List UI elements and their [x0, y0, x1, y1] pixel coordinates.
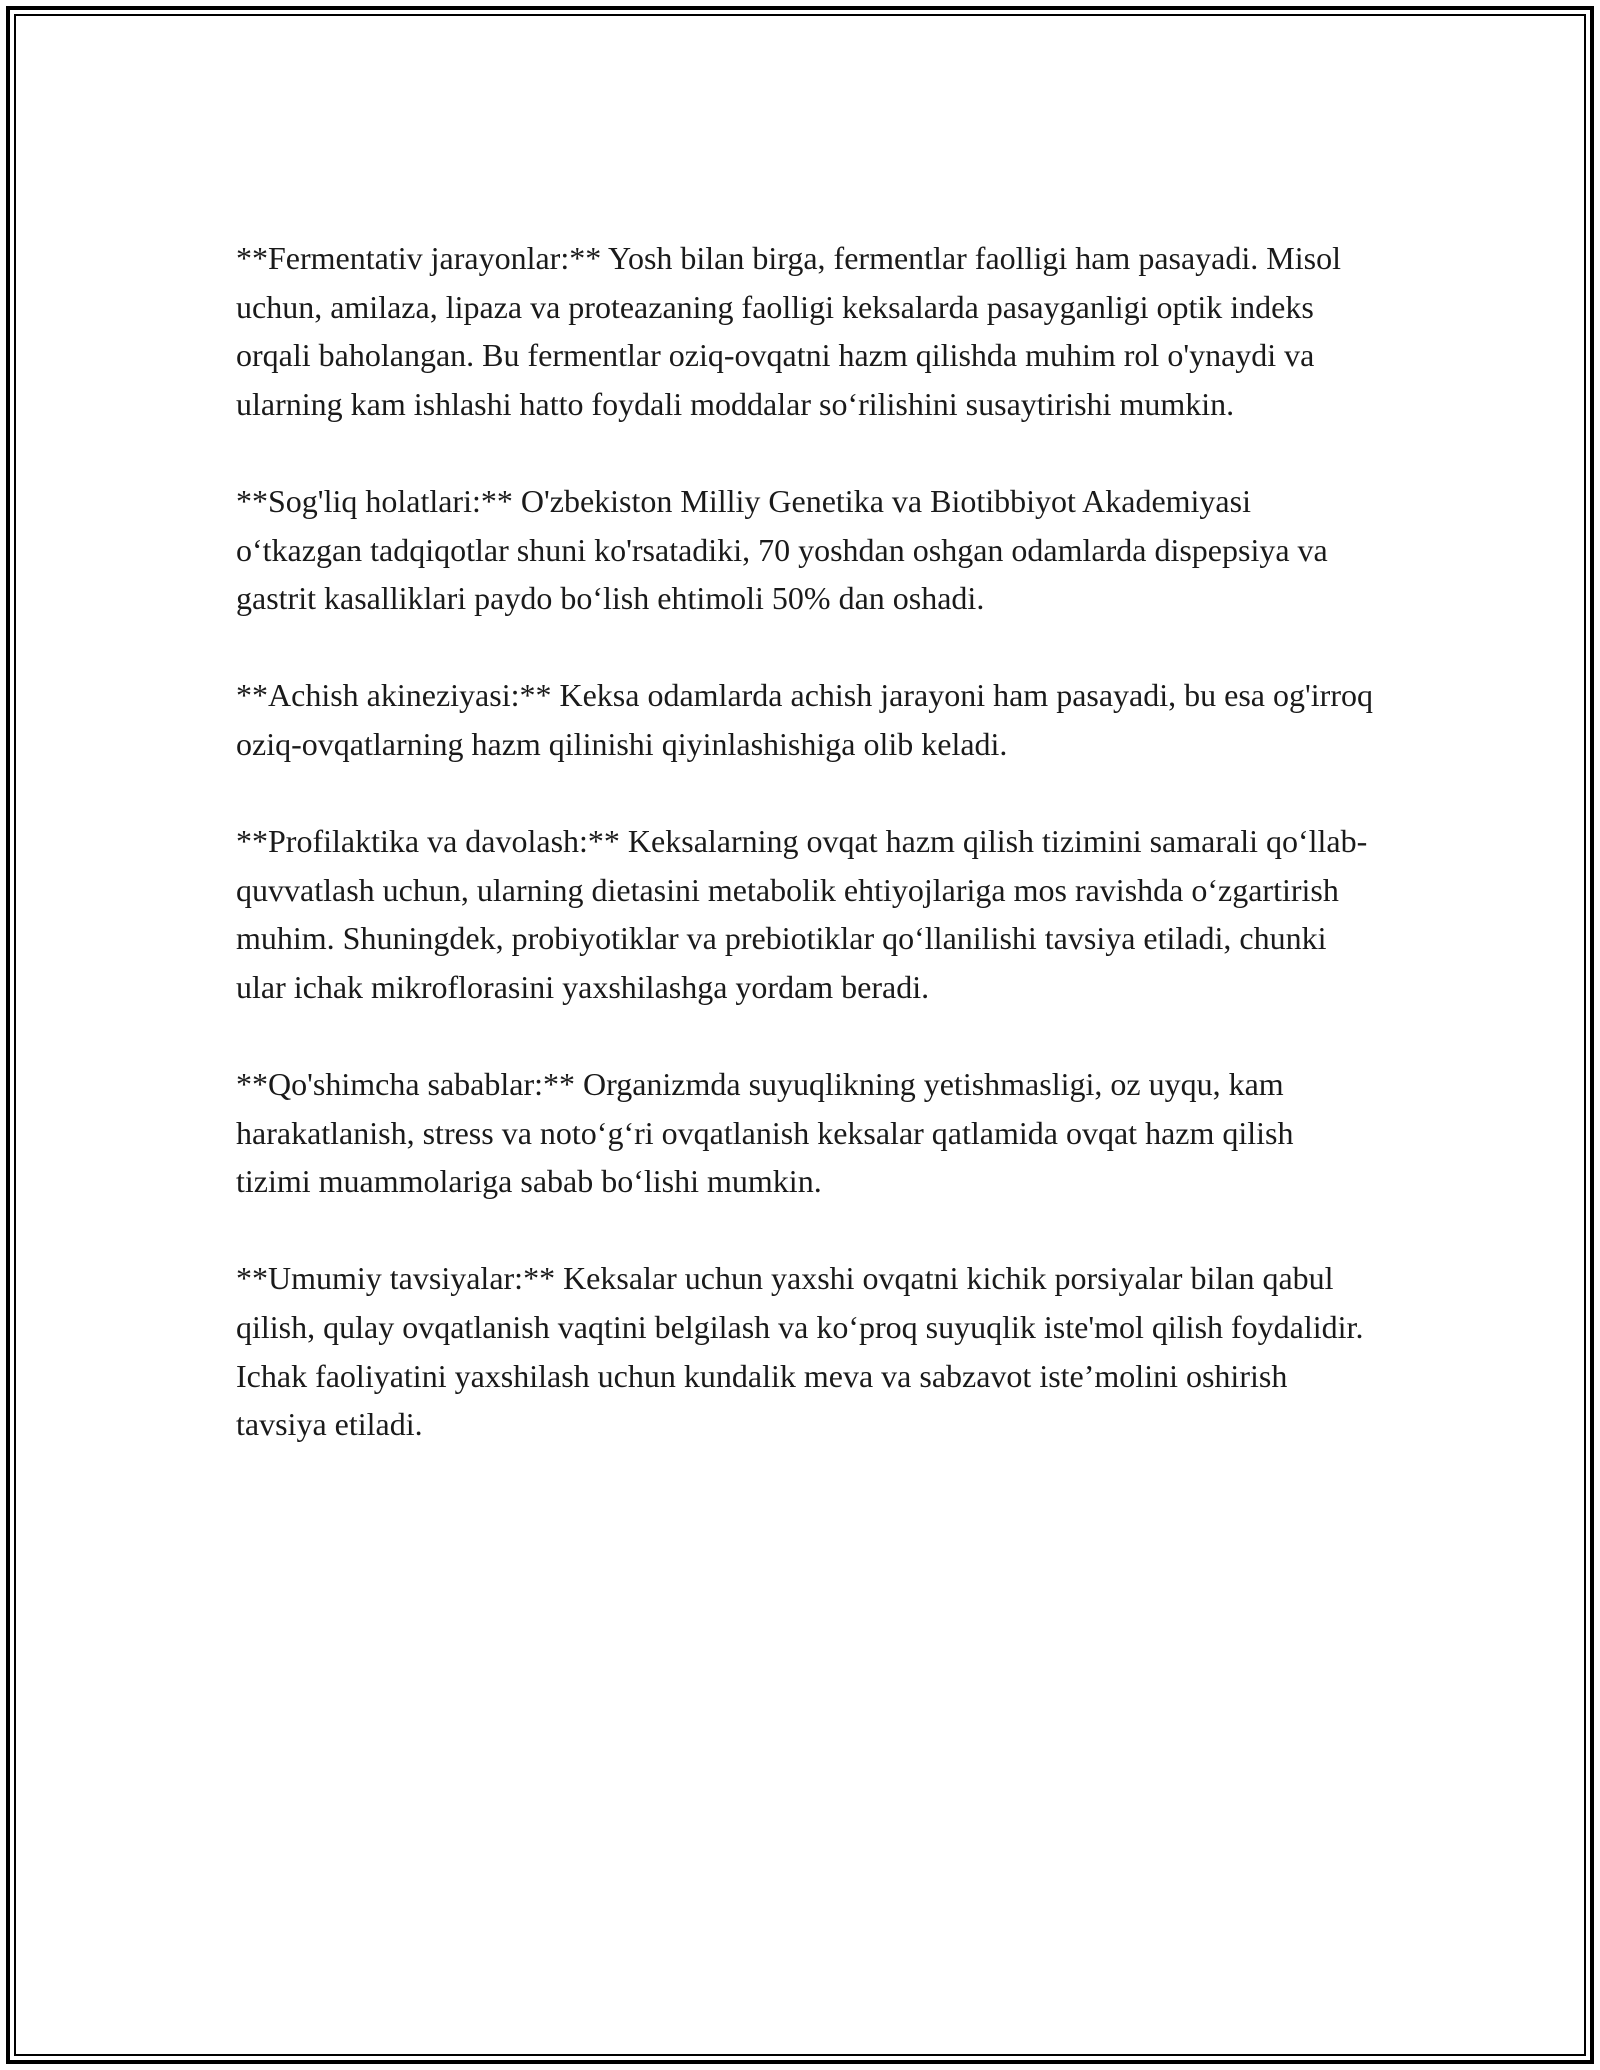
paragraph-umumiy-tavsiyalar: **Umumiy tavsiyalar:** Keksalar uchun yaxshi ovqatni kichik porsiyalar bilan qabul qilish, qulay ovqatlanish vaqtini belgilash va ko‘proq suyuqlik iste'mol qilish foydalidir. Ichak faoliyatini yaxshilash uchun kundalik meva va sabzavot iste’molini oshirish tavsiya etiladi. [236, 1260, 1364, 1443]
paragraph-profilaktika-va-davolash: **Profilaktika va davolash:** Keksalarning ovqat hazm qilish tizimini samarali qo‘llab-quvvatlash uchun, ularning dietasini metabolik ehtiyojlariga mos ravishda o‘zgartirish muhim. Shuningdek, probiyotiklar va prebiotiklar qo‘llanilishi tavsiya etiladi, chunki ular ichak mikroflorasini yaxshilashga yordam beradi. [236, 823, 1368, 1005]
document-body [236, 234, 1376, 1497]
paragraph-fermentativ-jarayonlar: **Fermentativ jarayonlar:** Yosh bilan birga, fermentlar faolligi ham pasayadi. Misol uchun, amilaza, lipaza va proteazaning faolligi keksalarda pasayganligi optik indeks orqali baholangan. Bu fermentlar oziq-ovqatni hazm qilishda muhim rol o'ynaydi va ularning kam ishlashi hatto foydali moddalar so‘rilishini susaytirishi mumkin. [236, 240, 1341, 422]
paragraph-qoshimcha-sabablar: **Qo'shimcha sabablar:** Organizmda suyuqlikning yetishmasligi, oz uyqu, kam harakatlanish, stress va noto‘g‘ri ovqatlanish keksalar qatlamida ovqat hazm qilish tizimi muammolariga sabab bo‘lishi mumkin. [236, 1066, 1294, 1200]
paragraph-achish-akineziyasi: **Achish akineziyasi:** Keksa odamlarda achish jarayoni ham pasayadi, bu esa og'irroq oziq-ovqatlarning hazm qilinishi qiyinlashishiga olib keladi. [236, 677, 1373, 762]
paragraph-sogliq-holatlari: **Sog'liq holatlari:** O'zbekiston Milliy Genetika va Biotibbiyot Akademiyasi o‘tkazgan tadqiqotlar shuni ko'rsatadiki, 70 yoshdan oshgan odamlarda dispepsiya va gastrit kasalliklari paydo bo‘lish ehtimoli 50% dan oshadi. [236, 482, 1328, 617]
